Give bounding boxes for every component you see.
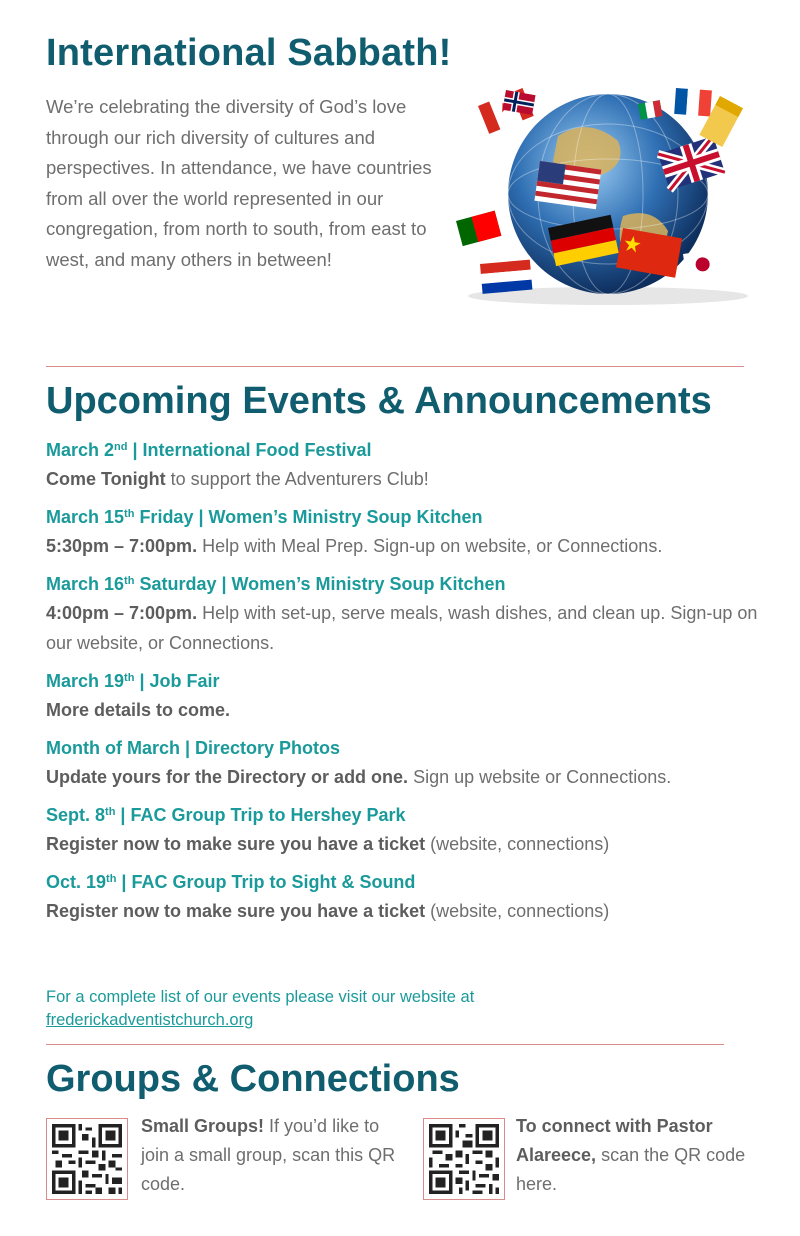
event-item <box>46 734 766 792</box>
event-heading: March 19th | Job Fair <box>46 671 220 691</box>
event-description: Register now to make sure you have a ticket (website, connections) <box>46 901 610 921</box>
event-item <box>46 436 766 494</box>
event-description: Register now to make sure you have a ticket (website, connections) <box>46 834 610 854</box>
event-heading: March 15th Friday | Women’s Ministry Soup Kitchen <box>46 507 483 527</box>
event-item <box>46 570 766 658</box>
events-list <box>46 436 766 935</box>
event-item <box>46 801 766 859</box>
pastor-qr-code-icon[interactable] <box>423 1118 505 1200</box>
section-divider <box>46 1044 724 1045</box>
event-item <box>46 868 766 926</box>
events-title: Upcoming Events & Announcements <box>46 380 712 422</box>
small-groups-qr-code-icon[interactable] <box>46 1118 128 1200</box>
small-groups-text: Small Groups! If you’d like to join a small group, scan this QR code. <box>141 1116 396 1194</box>
event-item <box>46 503 766 561</box>
event-heading: March 16th Saturday | Women’s Ministry Soup Kitchen <box>46 574 506 594</box>
event-heading: March 2nd | International Food Festival <box>46 440 372 460</box>
event-description: 5:30pm – 7:00pm. Help with Meal Prep. Sign-up on website, or Connections. <box>46 536 663 556</box>
website-note-text: For a complete list of our events please visit our website at <box>46 988 475 1006</box>
event-item <box>46 667 766 725</box>
globe-with-flags-icon <box>448 76 758 306</box>
event-heading: Month of March | Directory Photos <box>46 738 341 758</box>
website-link[interactable]: frederickadventistchurch.org <box>46 1011 254 1029</box>
event-description: Update yours for the Directory or add one. Sign up website or Connections. <box>46 767 672 787</box>
intro-paragraph: We’re celebrating the diversity of God’s love through our rich diversity of cultures and perspectives. In attendance, we have countries from all over the world represented in our congregation, from north to south, from east to west, and many others in between! <box>46 96 432 270</box>
groups-title: Groups & Connections <box>46 1058 460 1100</box>
event-description: Come Tonight to support the Adventurers Club! <box>46 469 429 489</box>
event-heading: Sept. 8th | FAC Group Trip to Hershey Park <box>46 805 406 825</box>
event-description: 4:00pm – 7:00pm. Help with set-up, serve meals, wash dishes, and clean up. Sign-up on our website, or Connections. <box>46 603 758 653</box>
page-title: International Sabbath! <box>46 32 452 74</box>
section-divider <box>46 366 744 367</box>
pastor-connect-text: To connect with Pastor Alareece, scan the QR code here. <box>516 1116 746 1194</box>
website-note <box>46 986 474 1032</box>
event-heading: Oct. 19th | FAC Group Trip to Sight & Sound <box>46 872 416 892</box>
event-description: More details to come. <box>46 700 231 720</box>
